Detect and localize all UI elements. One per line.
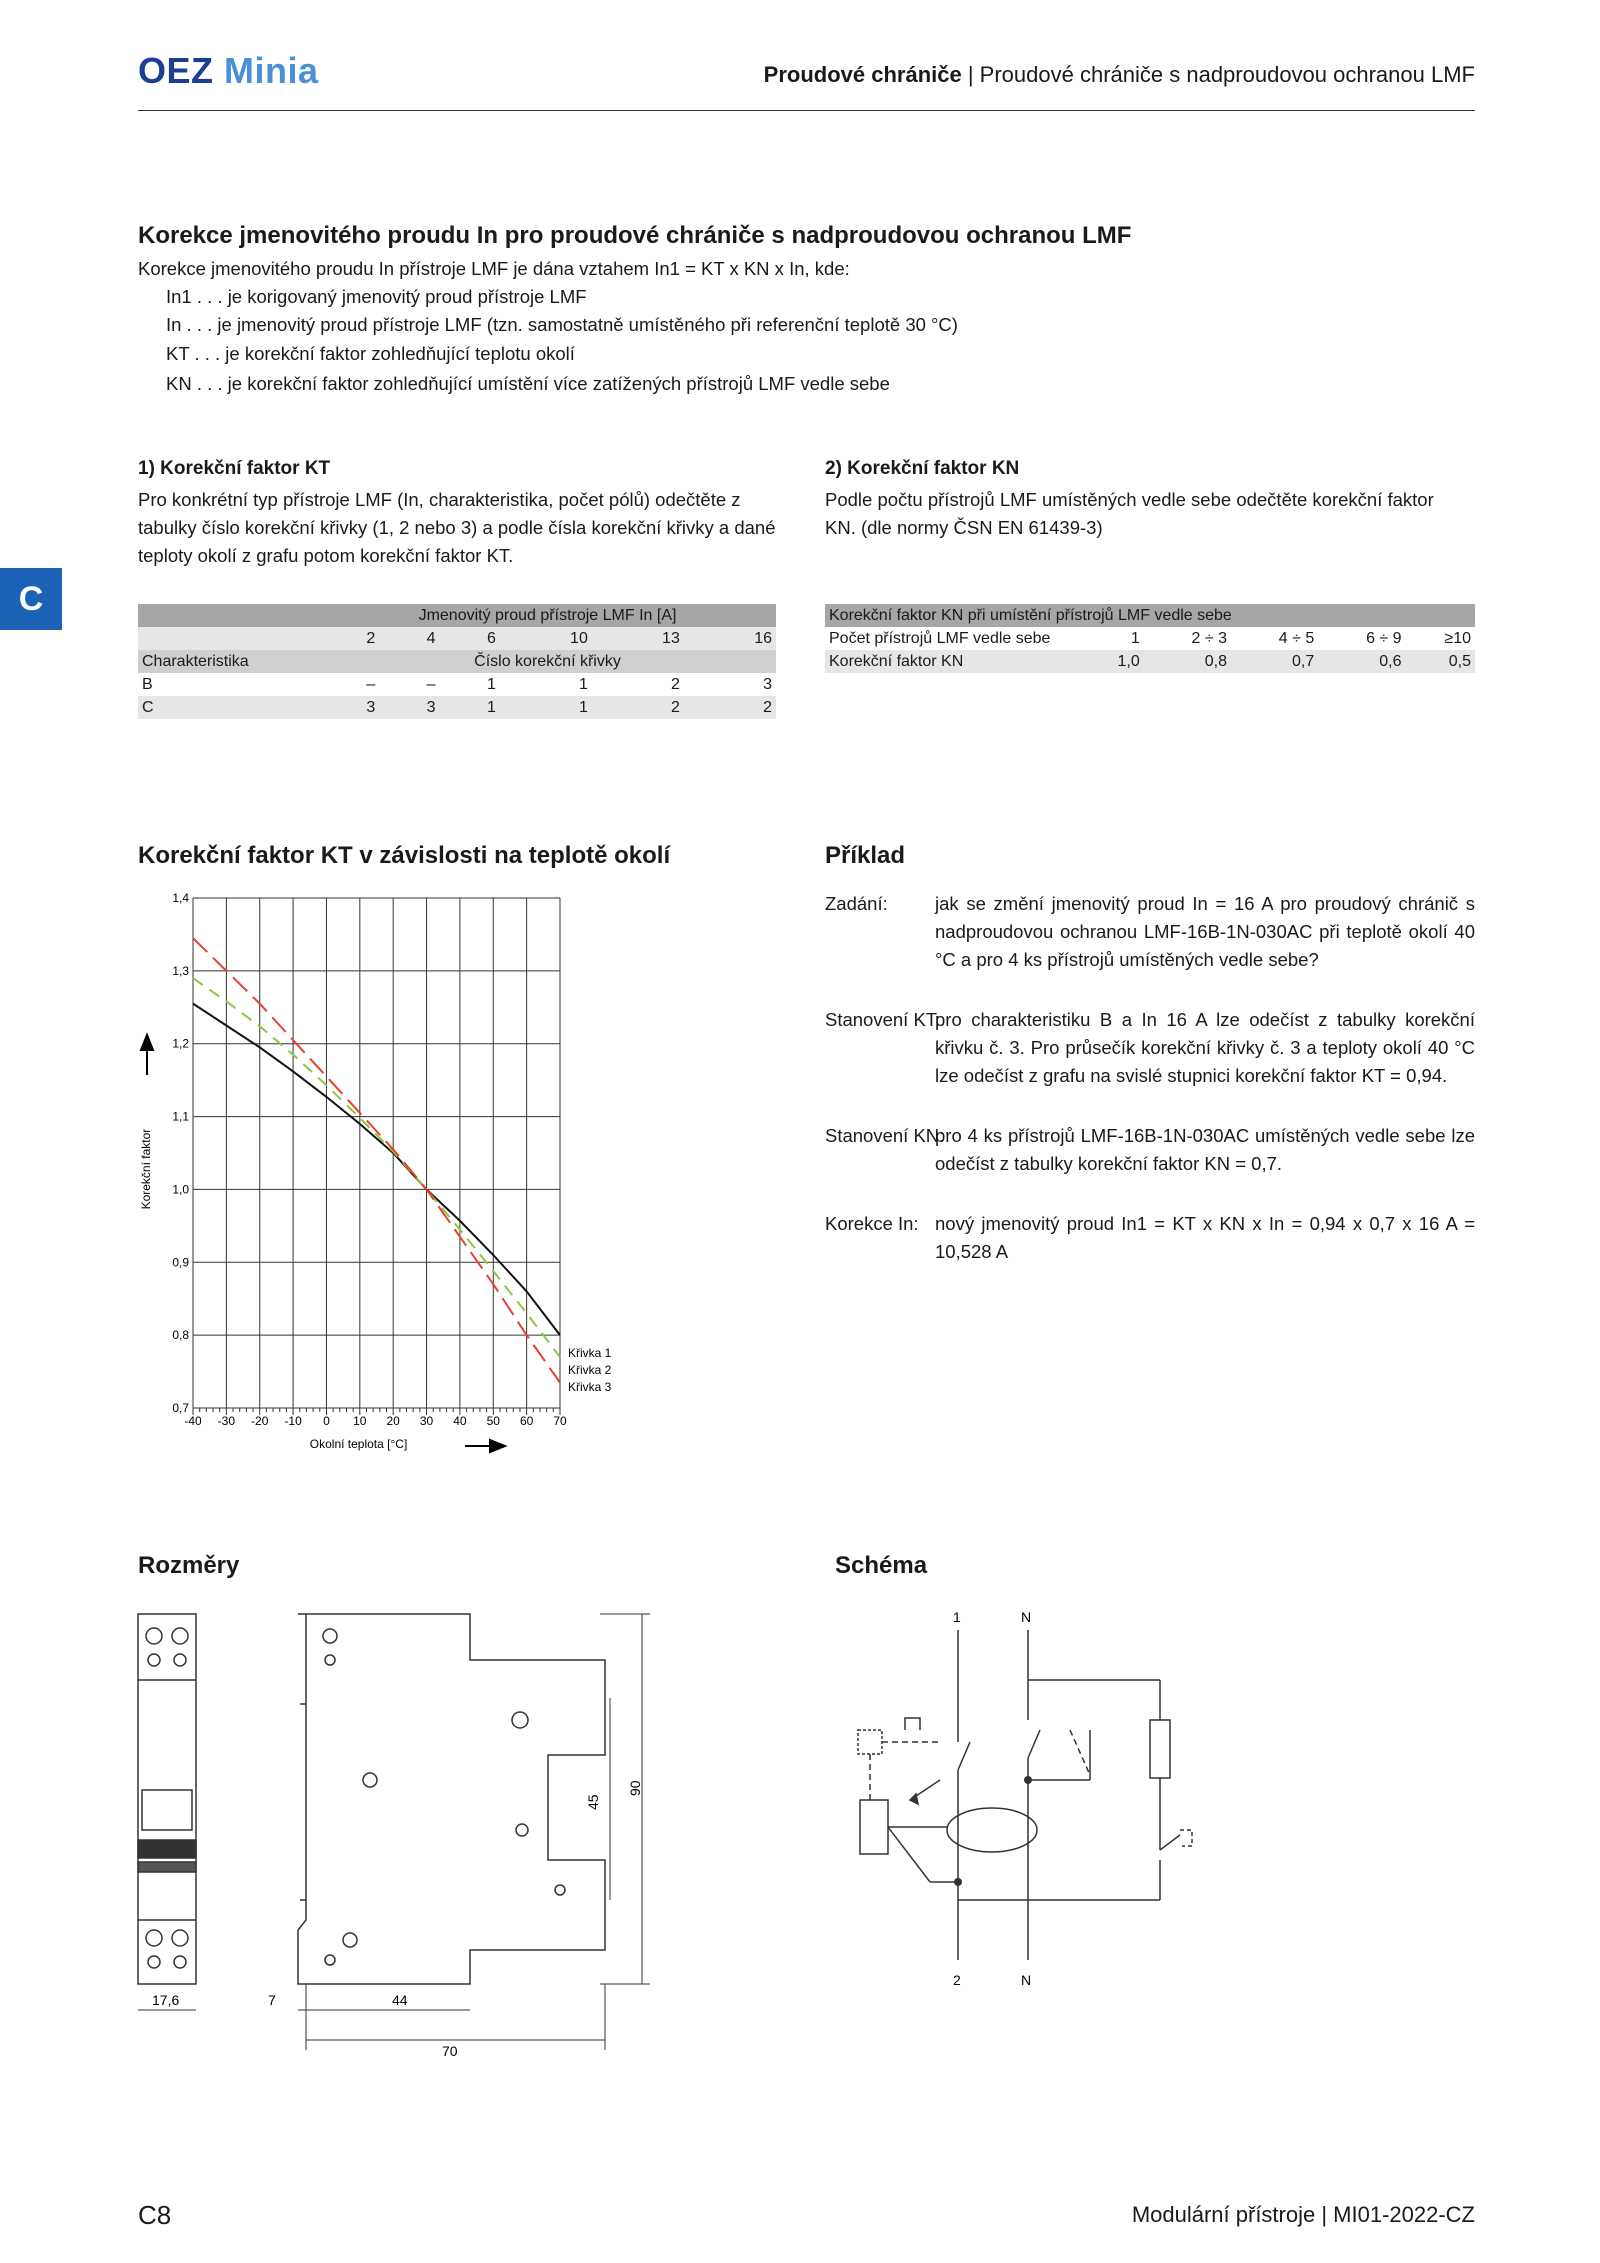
definition-in: In . . . je jmenovitý proud přístroje LMF (tzn. samostatně umístěného při referenční teplotě 30 °C) xyxy=(166,314,958,335)
table-cell: C xyxy=(138,696,319,719)
x-tick-label: 10 xyxy=(353,1414,367,1428)
header-title-rest: | Proudové chrániče s nadproudovou ochranou LMF xyxy=(961,62,1475,87)
table-cell: 0,6 xyxy=(1318,650,1405,673)
table-kt-current: 10 xyxy=(500,627,592,650)
table-cell: 2 xyxy=(592,696,684,719)
table-kt-current: 4 xyxy=(379,627,439,650)
document-id: Modulární přístroje | MI01-2022-CZ xyxy=(1131,2202,1475,2227)
section-kn-heading: 2) Korekční faktor KN xyxy=(825,458,1020,479)
table-cell: 3 xyxy=(379,696,439,719)
dimension-label: 45 xyxy=(585,1794,601,1810)
dimensions-title: Rozměry xyxy=(138,1552,240,1579)
table-cell: 1 xyxy=(1130,629,1140,647)
section-kt-text: Pro konkrétní typ přístroje LMF (In, charakteristika, počet pólů) odečtěte z tabulky číslo korekční křivky (1, 2 nebo 3) a podle čísla korekční křivky a dané teploty okolí z grafu potom korekční faktor KT. xyxy=(138,489,776,566)
circuit-schema xyxy=(820,1600,1220,2000)
table-cell: – xyxy=(366,675,376,693)
terminal-label: 2 xyxy=(953,1972,961,1988)
table-kt-current: 16 xyxy=(684,627,776,650)
table-cell: 0,5 xyxy=(1406,650,1475,673)
kt-chart xyxy=(120,880,820,1470)
dimension-label: 17,6 xyxy=(152,1992,180,2008)
y-axis-label: Korekční faktor xyxy=(139,1128,153,1210)
table-cell: – xyxy=(426,675,436,693)
series-line-1 xyxy=(193,1004,560,1335)
dimension-label: 44 xyxy=(392,1992,408,2008)
table-row xyxy=(138,673,776,696)
table-cell: 4 ÷ 5 xyxy=(1278,629,1315,647)
logo-brand: OEZ xyxy=(138,50,214,91)
header-rule xyxy=(138,110,1475,111)
x-tick-label: 50 xyxy=(486,1414,500,1428)
dimension-label: 90 xyxy=(627,1780,643,1796)
table-row xyxy=(138,696,776,719)
table-cell: 2 ÷ 3 xyxy=(1191,629,1227,647)
table-cell: ≥10 xyxy=(1444,629,1471,647)
legend-label: Křivka 2 xyxy=(568,1363,612,1377)
header-title xyxy=(764,62,1475,88)
y-tick-label: 0,9 xyxy=(172,1255,189,1270)
x-tick-label: -40 xyxy=(184,1414,202,1428)
legend-label: Křivka 1 xyxy=(568,1346,612,1360)
terminal-label: 1 xyxy=(953,1609,961,1625)
series-line-3 xyxy=(193,938,560,1382)
table-cell: 0,7 xyxy=(1231,650,1318,673)
x-tick-label: 70 xyxy=(553,1414,567,1428)
x-tick-label: -30 xyxy=(217,1414,236,1428)
x-tick-label: 30 xyxy=(419,1414,434,1428)
table-kt-subheader: Číslo korekční křivky xyxy=(319,650,776,673)
example-label: Stanovení KT: xyxy=(825,1009,941,1030)
table-cell: 0,8 xyxy=(1144,650,1231,673)
example-title: Příklad xyxy=(825,842,906,869)
y-tick-label: 1,0 xyxy=(172,1182,189,1197)
table-cell: 3 xyxy=(763,675,772,693)
y-tick-label: 0,7 xyxy=(172,1401,189,1415)
chart-lines xyxy=(193,938,560,1382)
x-axis-label: Okolní teplota [°C] xyxy=(309,1437,408,1451)
dimension-drawing xyxy=(130,1600,670,2080)
legend-label: Křivka 3 xyxy=(568,1380,612,1394)
example-text: nový jmenovitý proud In1 = KT x KN x In = 0,94 x 0,7 x 16 A = 10,528 A xyxy=(935,1213,1475,1262)
table-kt-current: 13 xyxy=(592,627,684,650)
table-cell: 1,0 xyxy=(1083,650,1144,673)
table-row xyxy=(825,650,1475,673)
intro-text: Korekce jmenovitého proudu In přístroje LMF je dána vztahem In1 = KT x KN x In, kde: xyxy=(138,258,850,279)
page-number: C8 xyxy=(138,2200,172,2230)
chart-title: Korekční faktor KT v závislosti na teplotě okolí xyxy=(138,842,671,869)
y-axis-arrow xyxy=(141,1035,153,1075)
table-kn-header: Korekční faktor KN při umístění přístrojů LMF vedle sebe xyxy=(825,604,1475,627)
chart-ticks xyxy=(172,891,567,1428)
y-tick-label: 1,4 xyxy=(172,891,189,905)
table-kt-header: Jmenovitý proud přístroje LMF In [A] xyxy=(319,604,776,627)
section-tab[interactable]: C xyxy=(0,568,62,630)
y-tick-label: 1,2 xyxy=(172,1036,189,1051)
table-kt-col-label: Charakteristika xyxy=(138,650,319,673)
table-row xyxy=(825,627,1475,650)
chart-grid xyxy=(193,898,560,1408)
chart-legend xyxy=(568,1346,612,1394)
x-tick-label: -10 xyxy=(284,1414,302,1428)
logo-series: Minia xyxy=(224,50,319,91)
y-tick-label: 0,8 xyxy=(172,1328,189,1343)
y-tick-label: 1,1 xyxy=(172,1109,189,1124)
table-cell: 3 xyxy=(319,696,379,719)
example-text: jak se změní jmenovitý proud In = 16 A pro proudový chránič s nadproudovou ochranou LMF-16B-1N-030AC při teplotě okolí 40 °C a pro 4 ks přístrojů umístěných vedle sebe? xyxy=(935,893,1475,970)
example-label: Stanovení KN: xyxy=(825,1125,945,1146)
table-kt-current: 2 xyxy=(319,627,379,650)
y-tick-label: 1,3 xyxy=(172,963,189,978)
example-label: Korekce In: xyxy=(825,1213,919,1234)
dimension-label: 7 xyxy=(268,1992,276,2008)
table-cell: 1 xyxy=(486,675,496,693)
terminal-label: N xyxy=(1021,1972,1032,1988)
table-cell: 2 xyxy=(684,696,776,719)
table-kt xyxy=(138,604,776,719)
table-cell: 2 xyxy=(670,675,680,693)
definition-in1: In1 . . . je korigovaný jmenovitý proud přístroje LMF xyxy=(166,286,587,307)
table-kt-current: 6 xyxy=(440,627,500,650)
table-cell: B xyxy=(142,675,153,693)
example-text: pro 4 ks přístrojů LMF-16B-1N-030AC umístěných vedle sebe lze odečíst z tabulky korekční faktor KN = 0,7. xyxy=(935,1125,1475,1174)
x-axis-arrow xyxy=(465,1440,505,1452)
logo xyxy=(138,50,319,92)
header-title-bold: Proudové chrániče xyxy=(763,62,962,87)
table-cell: 1 xyxy=(578,675,588,693)
table-cell: 1 xyxy=(440,696,500,719)
section-kt-heading: 1) Korekční faktor KT xyxy=(138,458,331,479)
x-tick-label: 40 xyxy=(453,1414,467,1428)
example-label: Zadání: xyxy=(825,893,888,914)
definition-kn: KN . . . je korekční faktor zohledňující umístění více zatížených přístrojů LMF vedle sebe xyxy=(166,373,890,394)
table-cell: 1 xyxy=(500,696,592,719)
table-cell: Počet přístrojů LMF vedle sebe xyxy=(829,629,1051,647)
x-tick-label: 20 xyxy=(386,1414,400,1428)
x-tick-label: 60 xyxy=(519,1414,534,1428)
table-cell: 6 ÷ 9 xyxy=(1366,629,1402,647)
terminal-label: N xyxy=(1021,1609,1032,1625)
dimension-label: 70 xyxy=(442,2043,458,2059)
example-text: pro charakteristiku B a In 16 A lze odečíst z tabulky korekční křivku č. 3. Pro průsečík korekční křivky č. 3 a teploty okolí 40 °C lze odečíst z grafu na svislé stupnici korekční faktor KT = 0,94. xyxy=(935,1009,1475,1086)
x-tick-label: -20 xyxy=(251,1414,269,1428)
section-kn-text: Podle počtu přístrojů LMF umístěných vedle sebe odečtěte korekční faktor KN. (dle normy ČSN EN 61439-3) xyxy=(825,489,1434,538)
schema-title: Schéma xyxy=(835,1552,928,1579)
x-tick-label: 0 xyxy=(323,1414,330,1428)
table-cell: Korekční faktor KN xyxy=(825,650,1083,673)
page-title: Korekce jmenovitého proudu In pro proudové chrániče s nadproudovou ochranou LMF xyxy=(138,222,1132,249)
table-kn xyxy=(825,604,1475,673)
definition-kt: KT . . . je korekční faktor zohledňující teplotu okolí xyxy=(166,343,575,364)
